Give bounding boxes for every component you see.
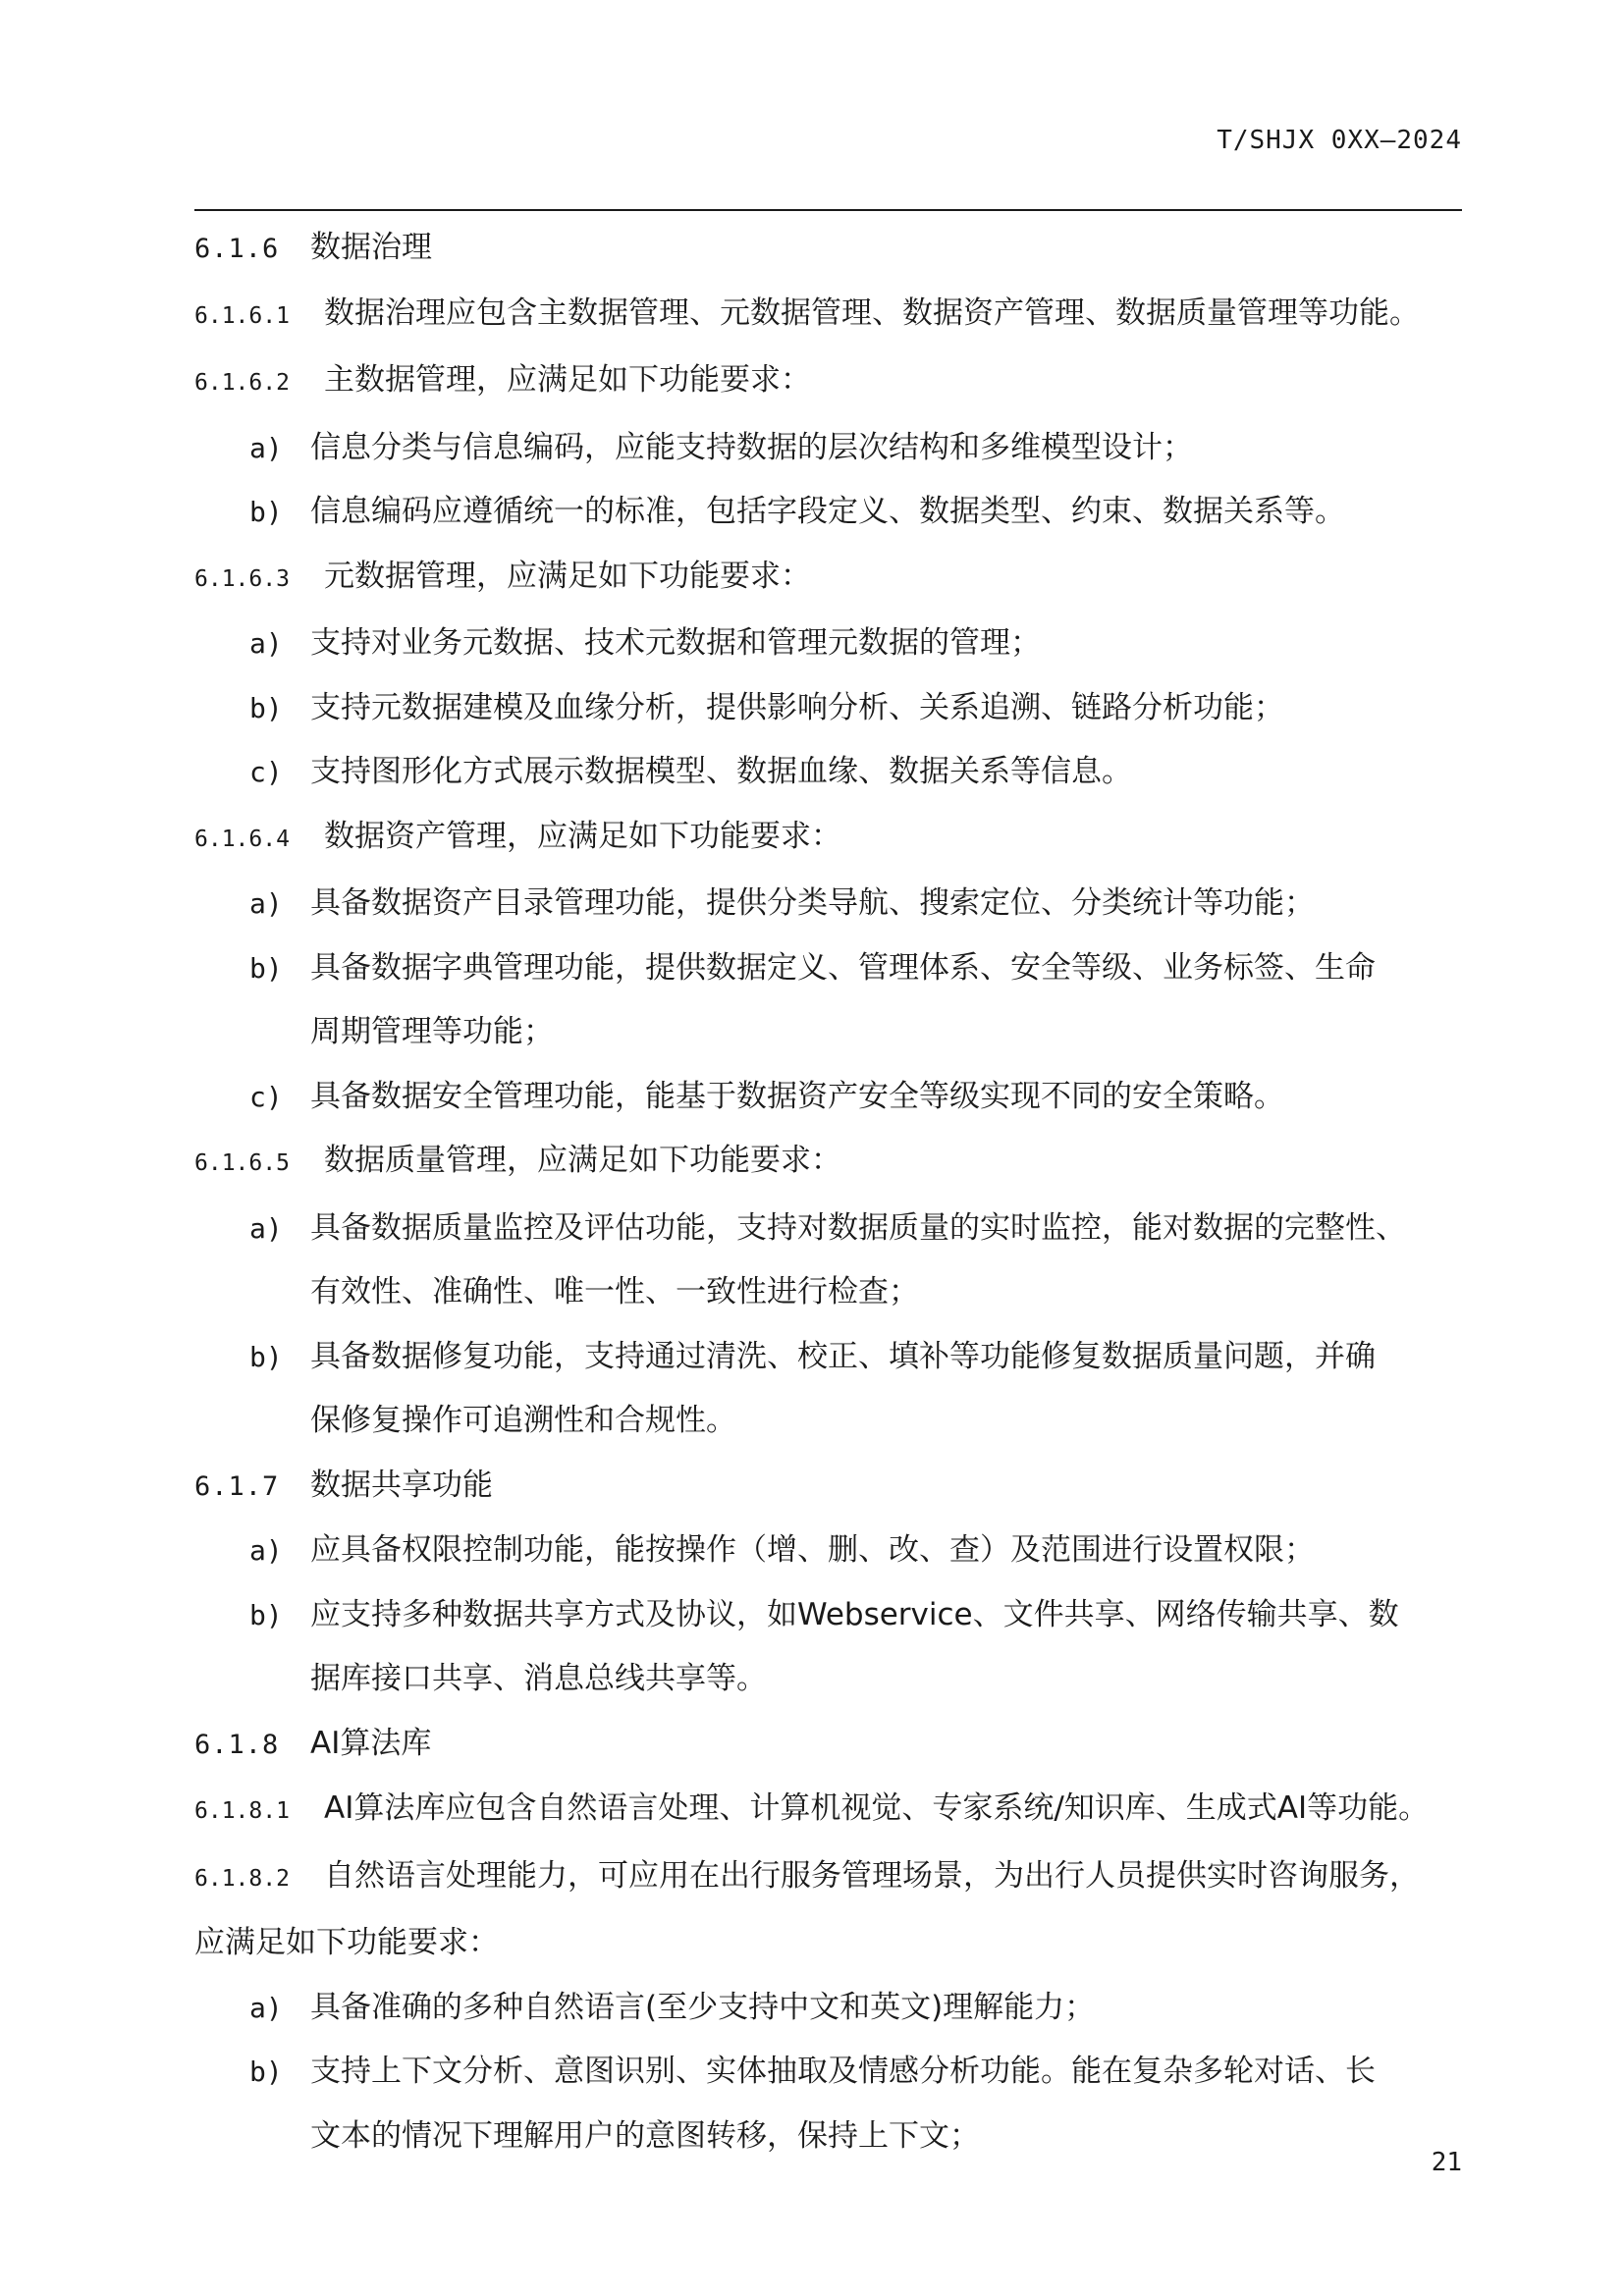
line-text: 数据资产管理，应满足如下功能要求： (324, 818, 841, 854)
line-text: 有效性、准确性、唯一性、一致性进行检查； (310, 1274, 919, 1309)
list-item-marker: a) (249, 887, 283, 920)
list-item-marker: a) (249, 1534, 283, 1567)
list-item-marker: b) (249, 691, 283, 724)
line-text: 具备数据安全管理功能，能基于数据资产安全等级实现不同的安全策略。 (310, 1078, 1284, 1114)
line-text: 据库接口共享、消息总线共享等。 (310, 1661, 767, 1696)
clause-paragraph (194, 1844, 1462, 1912)
clause-paragraph (194, 348, 1462, 416)
document-body (194, 216, 1462, 2168)
list-item-marker: c) (249, 756, 283, 788)
line-text: 主数据管理，应满足如下功能要求： (324, 362, 811, 398)
clause-paragraph (194, 282, 1462, 349)
paragraph-continuation (194, 1911, 1462, 1976)
list-item (194, 416, 1462, 481)
list-item (194, 612, 1462, 676)
list-item (194, 740, 1462, 805)
line-text: 具备数据资产目录管理功能，提供分类导航、搜索定位、分类统计等功能； (310, 885, 1315, 921)
list-item-marker: b) (249, 951, 283, 985)
line-text: AI算法库 (310, 1725, 432, 1761)
line-text: 信息分类与信息编码，应能支持数据的层次结构和多维模型设计； (310, 429, 1193, 465)
clause-paragraph (194, 1129, 1462, 1197)
clause-number: 6.1.6.3 (194, 565, 290, 592)
list-item (194, 1325, 1462, 1390)
list-item (194, 2040, 1462, 2105)
list-item (194, 1197, 1462, 1261)
list-item-marker: a) (249, 627, 283, 660)
clause-number: 6.1.6.2 (194, 370, 290, 396)
line-text: 具备数据修复功能，支持通过清洗、校正、填补等功能修复数据质量问题，并确 (310, 1338, 1376, 1374)
clause-number: 6.1.8.1 (194, 1798, 290, 1824)
line-text: 支持上下文分析、意图识别、实体抽取及情感分析功能。能在复杂多轮对话、长 (310, 2054, 1376, 2089)
clause-paragraph (194, 1777, 1462, 1844)
line-text: 自然语言处理能力，可应用在出行服务管理场景，为出行人员提供实时咨询服务， (324, 1857, 1420, 1894)
line-text: AI算法库应包含自然语言处理、计算机视觉、专家系统/知识库、生成式AI等功能。 (324, 1790, 1430, 1826)
section-number: 6.1.7 (194, 1470, 280, 1502)
line-text: 支持图形化方式展示数据模型、数据血缘、数据关系等信息。 (310, 754, 1132, 789)
line-text: 具备准确的多种自然语言(至少支持中文和英文)理解能力； (310, 1989, 1096, 2025)
line-text: 数据质量管理，应满足如下功能要求： (324, 1143, 841, 1178)
line-text: 保修复操作可追溯性和合规性。 (310, 1403, 736, 1438)
clause-number: 6.1.6.4 (194, 826, 290, 852)
list-item-continuation (194, 1647, 1462, 1712)
list-item-marker: c) (249, 1080, 283, 1113)
line-text: 具备数据质量监控及评估功能，支持对数据质量的实时监控，能对数据的完整性、 (310, 1209, 1406, 1246)
line-text: 数据共享功能 (310, 1467, 493, 1503)
line-text: 元数据管理，应满足如下功能要求： (324, 558, 811, 594)
line-text: 支持元数据建模及血缘分析，提供影响分析、关系追溯、链路分析功能； (310, 689, 1284, 725)
list-item (194, 936, 1462, 1001)
list-item-marker: b) (249, 2056, 283, 2088)
line-text: 支持对业务元数据、技术元数据和管理元数据的管理； (310, 625, 1041, 661)
list-item-continuation (194, 2105, 1462, 2169)
list-item (194, 1519, 1462, 1583)
section-heading (194, 1712, 1462, 1778)
section-heading (194, 1454, 1462, 1520)
list-item-marker: a) (249, 431, 283, 464)
list-item (194, 1976, 1462, 2041)
line-text: 具备数据字典管理功能，提供数据定义、管理体系、安全等级、业务标签、生命 (310, 949, 1376, 986)
page-number: 21 (1431, 2148, 1462, 2177)
section-heading (194, 216, 1462, 282)
list-item-marker: b) (249, 1340, 283, 1373)
clause-paragraph (194, 805, 1462, 873)
clause-number: 6.1.6.5 (194, 1150, 290, 1176)
line-text: 文本的情况下理解用户的意图转移，保持上下文； (310, 2117, 980, 2154)
line-text: 信息编码应遵循统一的标准，包括字段定义、数据类型、约束、数据关系等。 (310, 494, 1345, 529)
list-item (194, 872, 1462, 936)
line-text: 数据治理应包含主数据管理、元数据管理、数据资产管理、数据质量管理等功能。 (324, 294, 1420, 331)
document-code: T/SHJX 0XX—2024 (1217, 126, 1462, 155)
list-item-marker: b) (249, 496, 283, 528)
list-item (194, 1583, 1462, 1648)
line-text: 应支持多种数据共享方式及协议，如Webservice、文件共享、网络传输共享、数 (310, 1596, 1399, 1632)
line-text: 应具备权限控制功能，能按操作（增、删、改、查）及范围进行设置权限； (310, 1532, 1315, 1568)
clause-number: 6.1.6.1 (194, 302, 290, 329)
list-item-continuation (194, 1260, 1462, 1325)
list-item-marker: a) (249, 1211, 283, 1245)
list-item (194, 480, 1462, 545)
line-text: 应满足如下功能要求： (194, 1925, 499, 1960)
header-divider (194, 209, 1462, 211)
list-item-marker: b) (249, 1598, 283, 1631)
section-number: 6.1.8 (194, 1729, 280, 1760)
list-item-marker: a) (249, 1991, 283, 2024)
list-item-continuation (194, 1389, 1462, 1454)
clause-paragraph (194, 545, 1462, 613)
line-text: 周期管理等功能； (310, 1014, 554, 1049)
section-number: 6.1.6 (194, 234, 280, 264)
clause-number: 6.1.8.2 (194, 1865, 290, 1892)
line-text: 数据治理 (310, 230, 432, 265)
list-item (194, 1065, 1462, 1130)
list-item-continuation (194, 1000, 1462, 1065)
list-item (194, 676, 1462, 741)
